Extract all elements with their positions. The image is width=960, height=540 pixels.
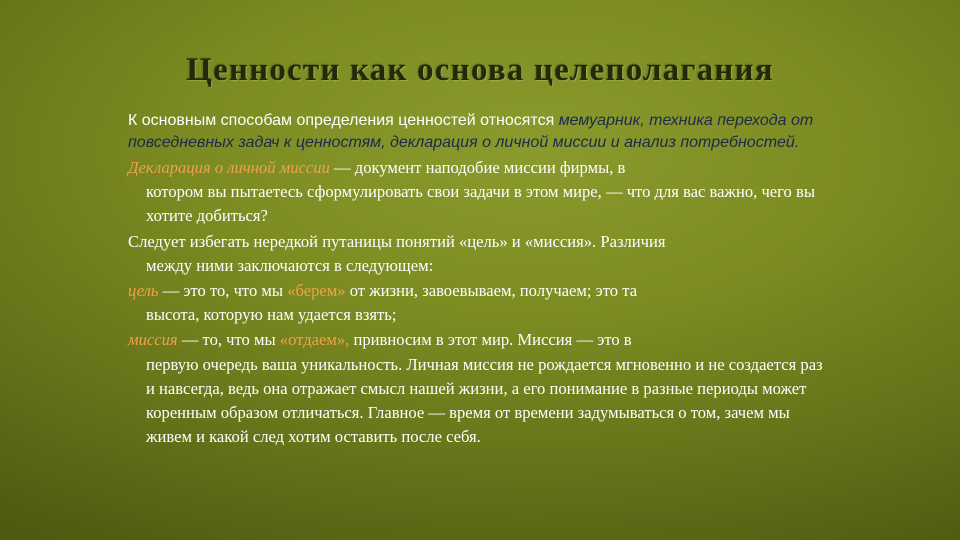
slide-body	[128, 110, 834, 450]
mission-term: миссия	[128, 330, 178, 350]
intro-methods: мемуарник, техника перехода от повседневных задач к ценностям, декларация о личной миссии и анализ потребностей.	[128, 112, 814, 151]
mission-middle: — то, что мы	[177, 330, 280, 350]
confusion-first-line: Следует избегать нередкой путаницы понятий «цель» и «миссия». Различия	[128, 231, 666, 251]
declaration-paragraph	[128, 156, 834, 229]
mission-after: привносим в этот мир. Миссия — это в	[349, 330, 632, 350]
confusion-rest: между ними заключаются в следующем:	[146, 255, 434, 275]
mission-quote: «отдаем»,	[279, 330, 350, 350]
goal-middle: — это то, что мы	[158, 281, 288, 301]
goal-quote: «берем»	[287, 281, 346, 301]
goal-paragraph	[128, 279, 834, 327]
declaration-term: Декларация о личной миссии	[128, 158, 330, 177]
slide-title: Ценности как основа целеполагания	[186, 52, 774, 88]
goal-term: цель	[128, 281, 159, 301]
confusion-paragraph	[128, 230, 834, 278]
goal-rest: высота, которую нам удается взять;	[146, 305, 397, 325]
intro-prefix: К основным способам определения ценностей относятся	[128, 112, 559, 129]
mission-rest: первую очередь ваша уникальность. Личная миссия не рождается мгновенно и не создается раз и навсегда, ведь она отражает смысл нашей жизни, а его понимание в разные периоды может коренным образом отличаться. Главное — время от времени задумываться о том, зачем мы живем и какой след хотим оставить после себя.	[146, 354, 823, 447]
mission-paragraph	[128, 328, 834, 449]
declaration-rest: котором вы пытаетесь сформулировать свои задачи в этом мире, — что для вас важно, чего вы хотите добиться?	[146, 182, 815, 226]
declaration-first-line: — документ наподобие миссии фирмы, в	[329, 158, 626, 177]
intro-paragraph	[128, 110, 834, 153]
goal-after: от жизни, завоевываем, получаем; это та	[345, 281, 638, 301]
